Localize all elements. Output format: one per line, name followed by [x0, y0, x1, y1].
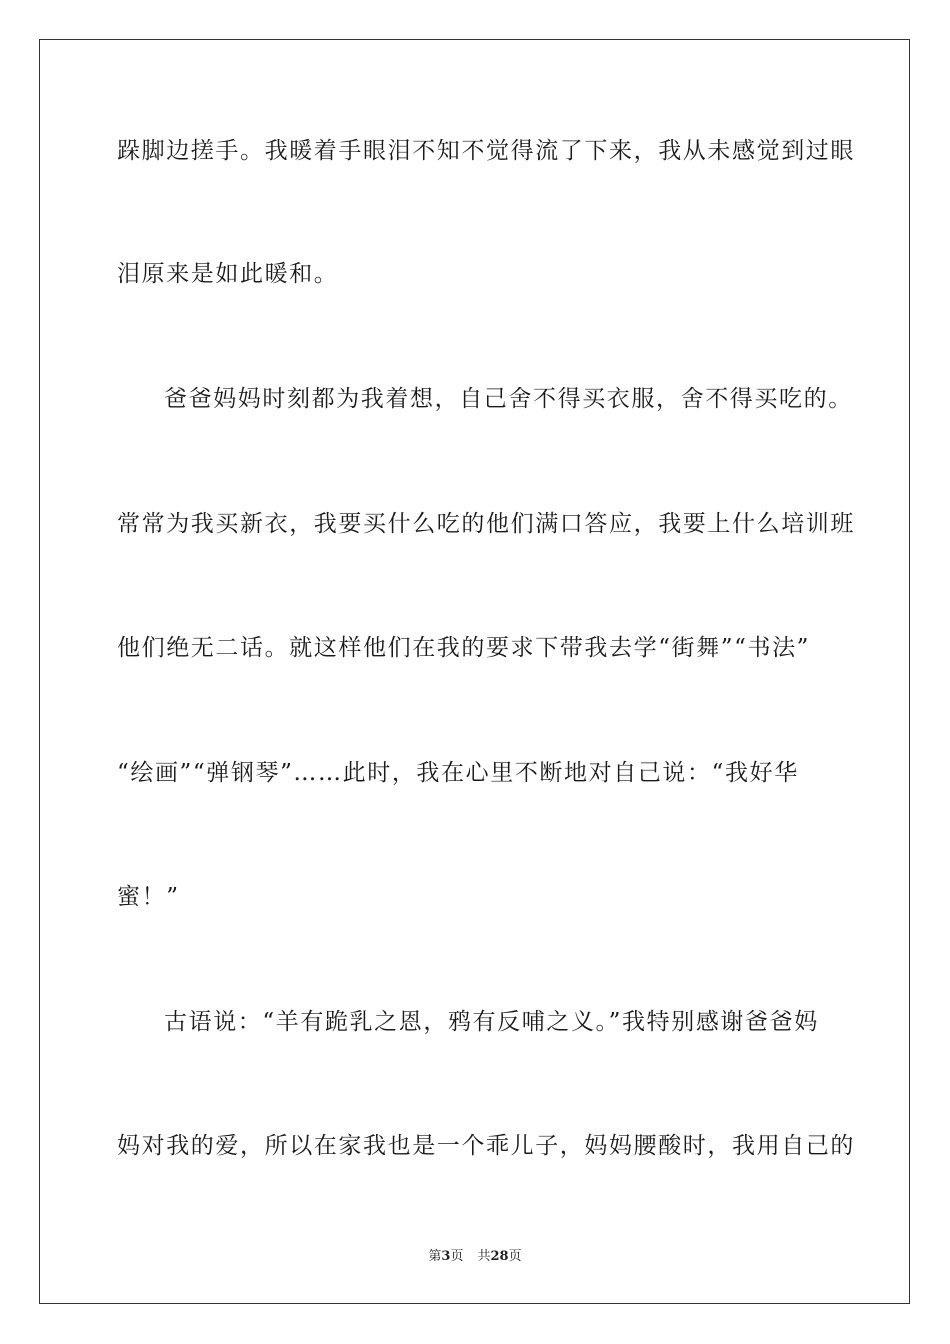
footer-total-pages: 28	[490, 1249, 509, 1264]
text-line: 泪原来是如此暖和。	[117, 261, 339, 287]
text-line: 他们绝无二话。就这样他们在我的要求下带我去学“街舞”“书法”	[117, 635, 811, 661]
page-border	[39, 39, 910, 1304]
text-line: “绘画”“弹钢琴”……此时，我在心里不断地对自己说：“我好华	[117, 760, 799, 786]
paragraph-start-line: 古语说：“羊有跪乳之恩，鸦有反哺之义。”我特别感谢爸爸妈	[164, 1009, 819, 1035]
text-line: 蜜！”	[117, 884, 180, 910]
footer-total-suffix: 页	[508, 1249, 522, 1264]
paragraph-start-line: 爸爸妈妈时刻都为我着想，自己舍不得买衣服，舍不得买吃的。	[164, 386, 853, 412]
footer-total-prefix: 共	[477, 1249, 491, 1264]
page-footer	[0, 1248, 950, 1266]
footer-page-suffix: 页	[450, 1249, 464, 1264]
footer-page-number: 3	[441, 1249, 451, 1264]
text-line: 妈对我的爱，所以在家我也是一个乖儿子，妈妈腰酸时，我用自己的	[117, 1133, 855, 1159]
footer-page-prefix: 第	[428, 1249, 442, 1264]
text-line: 跺脚边搓手。我暖着手眼泪不知不觉得流了下来，我从未感觉到过眼	[117, 138, 855, 164]
text-line: 常常为我买新衣，我要买什么吃的他们满口答应，我要上什么培训班	[117, 511, 855, 537]
